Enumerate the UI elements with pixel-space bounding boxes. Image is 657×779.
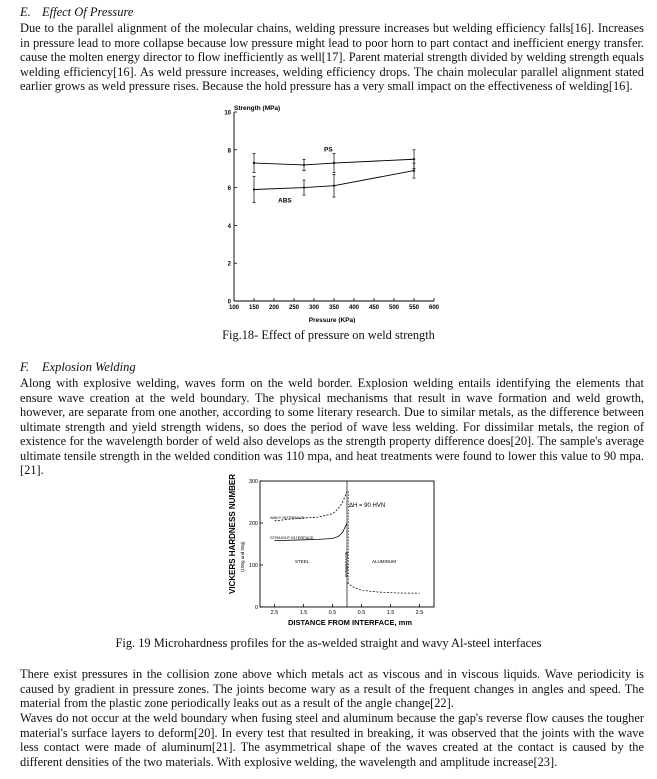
body-paragraph-2: Waves do not occur at the weld boundary when fusing steel and aluminum because the gap's reverse flow causes the tougher material's surface layers to deform[20]. In every test that resulted in breaking, it was observed that the joints with the wave less contact were made of aluminum[21]. The asymmetrical shape of the waves created at the contact is caused by the different densities of the two materials. With explosive welding, the wavelength and amplitude increase[23]. (20, 711, 644, 769)
fig18-data-point (333, 185, 335, 187)
fig18-y-tick-label: 2 (227, 261, 231, 268)
fig19-x-tick-label: 1.5 (299, 610, 308, 616)
fig18-x-tick-label: 300 (308, 305, 320, 311)
figure-18-caption: Fig.18- Effect of pressure on weld strength (222, 328, 435, 342)
fig18-data-point (333, 162, 335, 164)
fig18-y-tick-label: 0 (227, 299, 231, 306)
fig19-y-tick-label: 300 (248, 479, 258, 485)
fig18-x-tick-label: 600 (428, 305, 440, 311)
fig18-data-point (303, 187, 305, 189)
fig19-x-axis-label: DISTANCE FROM INTERFACE, mm (287, 618, 413, 627)
fig18-x-tick-label: 250 (288, 305, 300, 311)
section-e-number: E. (20, 5, 31, 19)
fig18-x-tick-label: 150 (248, 305, 260, 311)
fig19-annotation-aluminum: ALUMINUM (372, 559, 397, 564)
fig19-series-line-2 (347, 583, 420, 594)
fig19-y-tick-label: 0 (254, 605, 258, 611)
fig18-x-tick-label: 400 (348, 305, 360, 311)
figure-19-caption: Fig. 19 Microhardness profiles for the as-welded straight and wavy Al-steel interfaces (115, 636, 542, 650)
section-f-title: Explosion Welding (42, 360, 136, 374)
fig18-data-point (253, 162, 255, 164)
fig18-y-tick-label: 10 (224, 110, 231, 117)
section-f-heading (20, 360, 136, 375)
fig19-y-tick-label: 200 (248, 521, 258, 527)
fig19-x-tick-label: 1.5 (386, 610, 395, 616)
section-f-number: F. (20, 360, 30, 374)
section-e-title: Effect Of Pressure (42, 5, 134, 19)
fig19-label-straight-interface: STRAIGHT INTERFACE (270, 535, 314, 540)
section-e-paragraph: Due to the parallel alignment of the molecular chains, welding pressure increases but welding efficiency falls[16]. Increases in pressure lead to more collapse because low pressure might lead to poor horn to part contact and inefficient energy transfer. cause the molten energy director to flow inefficiently as well[17]. Parent material strength divided by welding strength equals welding efficiency[16]. As weld pressure increases, welding efficiency drops. The chain molecular parallel alignment stated earlier grows as weld pressure rises. Because the hold pressure has a very small impact on the effectiveness of welding[16]. (20, 21, 644, 93)
fig18-marks (253, 147, 416, 205)
fig19-axes (249, 479, 434, 616)
fig19-y-axis-label: VICKERS HARDNESS NUMBER (228, 474, 237, 594)
fig18-y-axis-label: Strength (MPa) (234, 105, 281, 112)
fig19-annotation-steel: STEEL (295, 559, 310, 564)
fig19-x-tick-label: 0.5 (357, 610, 366, 616)
fig18-data-point (303, 164, 305, 166)
fig19-x-tick-label: 0.5 (328, 610, 337, 616)
fig18-y-tick-label: 4 (227, 223, 231, 230)
fig18-data-point (413, 158, 415, 160)
fig19-y-tick-label: 100 (248, 563, 258, 569)
section-f-paragraph: Along with explosive welding, waves form on the weld border. Explosion welding entails identifying the elements that ensure wave creation at the weld boundary. The physical mechanisms that result in wave formation and weld growth, however, are separate from one another, according to some literary research. Due to similar metals, as the difference between ultimate strength and yield strength widens, so does the period of wave less welding. For dissimilar metals, the region of existence for the wavelength border of weld also develops as the strength property difference does[20]. The sample's average ultimate tensile strength in the welded condition was 110 mpa, and heat treatments were found to lower this value to 90 mpa.[21]. (20, 376, 644, 477)
fig19-y-axis-sublabel: (100g and 50g) (240, 541, 245, 572)
fig19-annotation-delta-h: ΔH = 90 HVN (349, 503, 386, 509)
figure-18-chart (222, 103, 442, 323)
fig18-x-tick-label: 450 (368, 305, 380, 311)
fig19-x-tick-label: 2.5 (270, 610, 279, 616)
fig18-x-tick-label: 200 (268, 305, 280, 311)
fig18-axes (224, 111, 439, 312)
fig18-x-tick-label: 100 (228, 305, 240, 311)
fig18-x-axis-label: Pressure (KPa) (308, 317, 356, 323)
fig18-series-abs-label: ABS (278, 197, 292, 205)
fig18-y-tick-label: 8 (227, 148, 231, 155)
fig18-data-point (413, 169, 415, 171)
body-paragraph-1: There exist pressures in the collision zone above which metals act as viscous and in viscous liquids. Wave periodicity is caused by gradient in pressure zones. The joints become wary as a result of the frequent changes in angles and speed. The material from the plastic zone periodically leaks out as a result of the angle change[22]. (20, 667, 644, 710)
fig18-y-tick-label: 6 (227, 186, 231, 193)
fig19-label-wavy-interface: WAVY INTERFACE (270, 515, 305, 520)
section-e-heading (20, 5, 133, 20)
fig19-x-tick-label: 2.5 (415, 610, 424, 616)
figure-19-chart (222, 474, 444, 632)
fig18-x-tick-label: 350 (328, 305, 340, 311)
fig18-series-ps-label: PS (324, 146, 333, 154)
fig18-data-point (253, 188, 255, 190)
fig18-x-tick-label: 550 (408, 305, 420, 311)
fig18-x-tick-label: 500 (388, 305, 400, 311)
fig19-annotation-interface: INTERFACE (344, 551, 349, 577)
